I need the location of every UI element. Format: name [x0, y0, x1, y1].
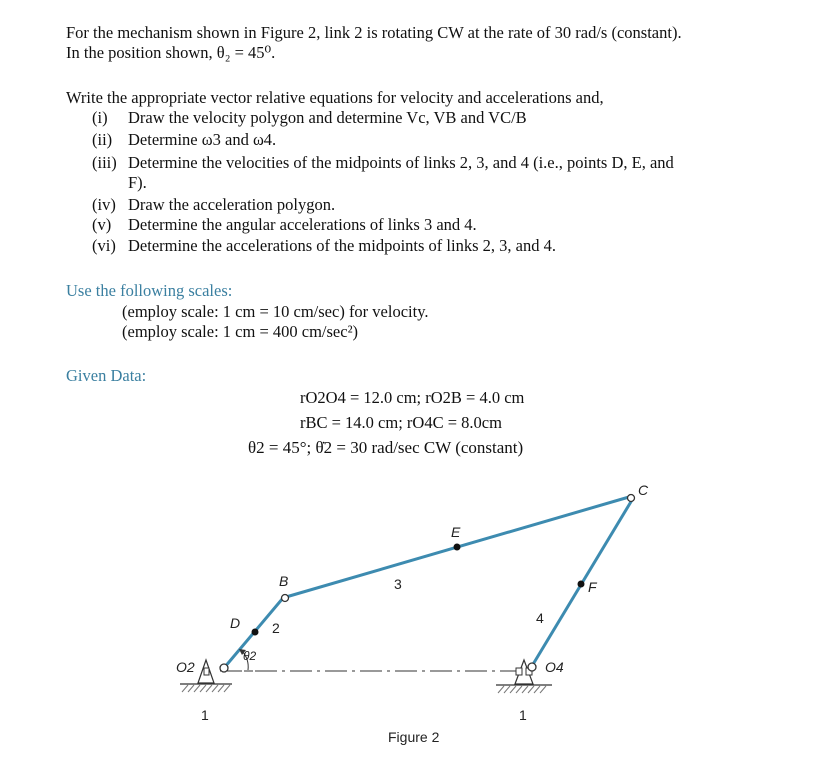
label-link-4: 4 [536, 610, 544, 626]
label-f: F [588, 579, 597, 595]
point-e [454, 544, 461, 551]
task-item-text: Determine ω3 and ω4. [128, 130, 277, 149]
figure-caption: Figure 2 [388, 729, 440, 745]
intro-line-2: In the position shown, θ₂ = 45⁰. [66, 43, 276, 62]
joint-c [628, 495, 635, 502]
task-item-number: (iv) [92, 195, 116, 214]
label-o4: O4 [545, 659, 564, 675]
label-e: E [451, 524, 461, 540]
task-item-text: Draw the acceleration polygon. [128, 195, 336, 214]
task-item-text: Determine the velocities of the midpoints of links 2, 3, and 4 (i.e., points D, E, and [128, 153, 674, 172]
label-ground-right: 1 [519, 707, 527, 723]
given-eq-1: rO2O4 = 12.0 cm; rO2B = 4.0 cm [300, 388, 525, 407]
point-f [578, 581, 585, 588]
task-item-3-cont: F). [128, 173, 147, 192]
given-heading: Given Data: [66, 366, 147, 385]
task-item-text: Determine the angular accelerations of links 3 and 4. [128, 215, 477, 234]
scale-velocity: (employ scale: 1 cm = 10 cm/sec) for velocity. [122, 302, 429, 321]
label-link-2: 2 [272, 620, 280, 636]
task-item-number: (v) [92, 215, 112, 234]
label-ground-left: 1 [201, 707, 209, 723]
label-o2: O2 [176, 659, 195, 675]
label-theta: θ2 [243, 649, 257, 663]
task-item-number: (i) [92, 108, 108, 127]
point-d [252, 629, 259, 636]
task-item-text: Determine the accelerations of the midpoints of links 2, 3, and 4. [128, 236, 556, 255]
joint-o2 [220, 664, 228, 672]
label-c: C [638, 482, 649, 498]
scale-acceleration: (employ scale: 1 cm = 400 cm/sec²) [122, 322, 359, 341]
task-item-number: (iii) [92, 153, 117, 172]
given-eq-2: rBC = 14.0 cm; rO4C = 8.0cm [300, 413, 502, 432]
task-item-number: (vi) [92, 236, 116, 255]
ground-right [496, 660, 552, 693]
label-link-3: 3 [394, 576, 402, 592]
label-d: D [230, 615, 241, 631]
scales-heading: Use the following scales: [66, 281, 233, 300]
task-heading: Write the appropriate vector relative equations for velocity and accelerations and, [66, 88, 604, 107]
joint-b [282, 595, 289, 602]
task-item-text: Draw the velocity polygon and determine Vc, VB and VC/B [128, 108, 527, 127]
given-eq-3: θ2 = 45°; θ̇2 = 30 rad/sec CW (constant) [248, 438, 524, 457]
joint-o4 [528, 663, 536, 671]
label-b: B [279, 573, 289, 589]
intro-line-1: For the mechanism shown in Figure 2, link 2 is rotating CW at the rate of 30 rad/s (constant). [66, 23, 682, 42]
task-item-number: (ii) [92, 130, 113, 149]
